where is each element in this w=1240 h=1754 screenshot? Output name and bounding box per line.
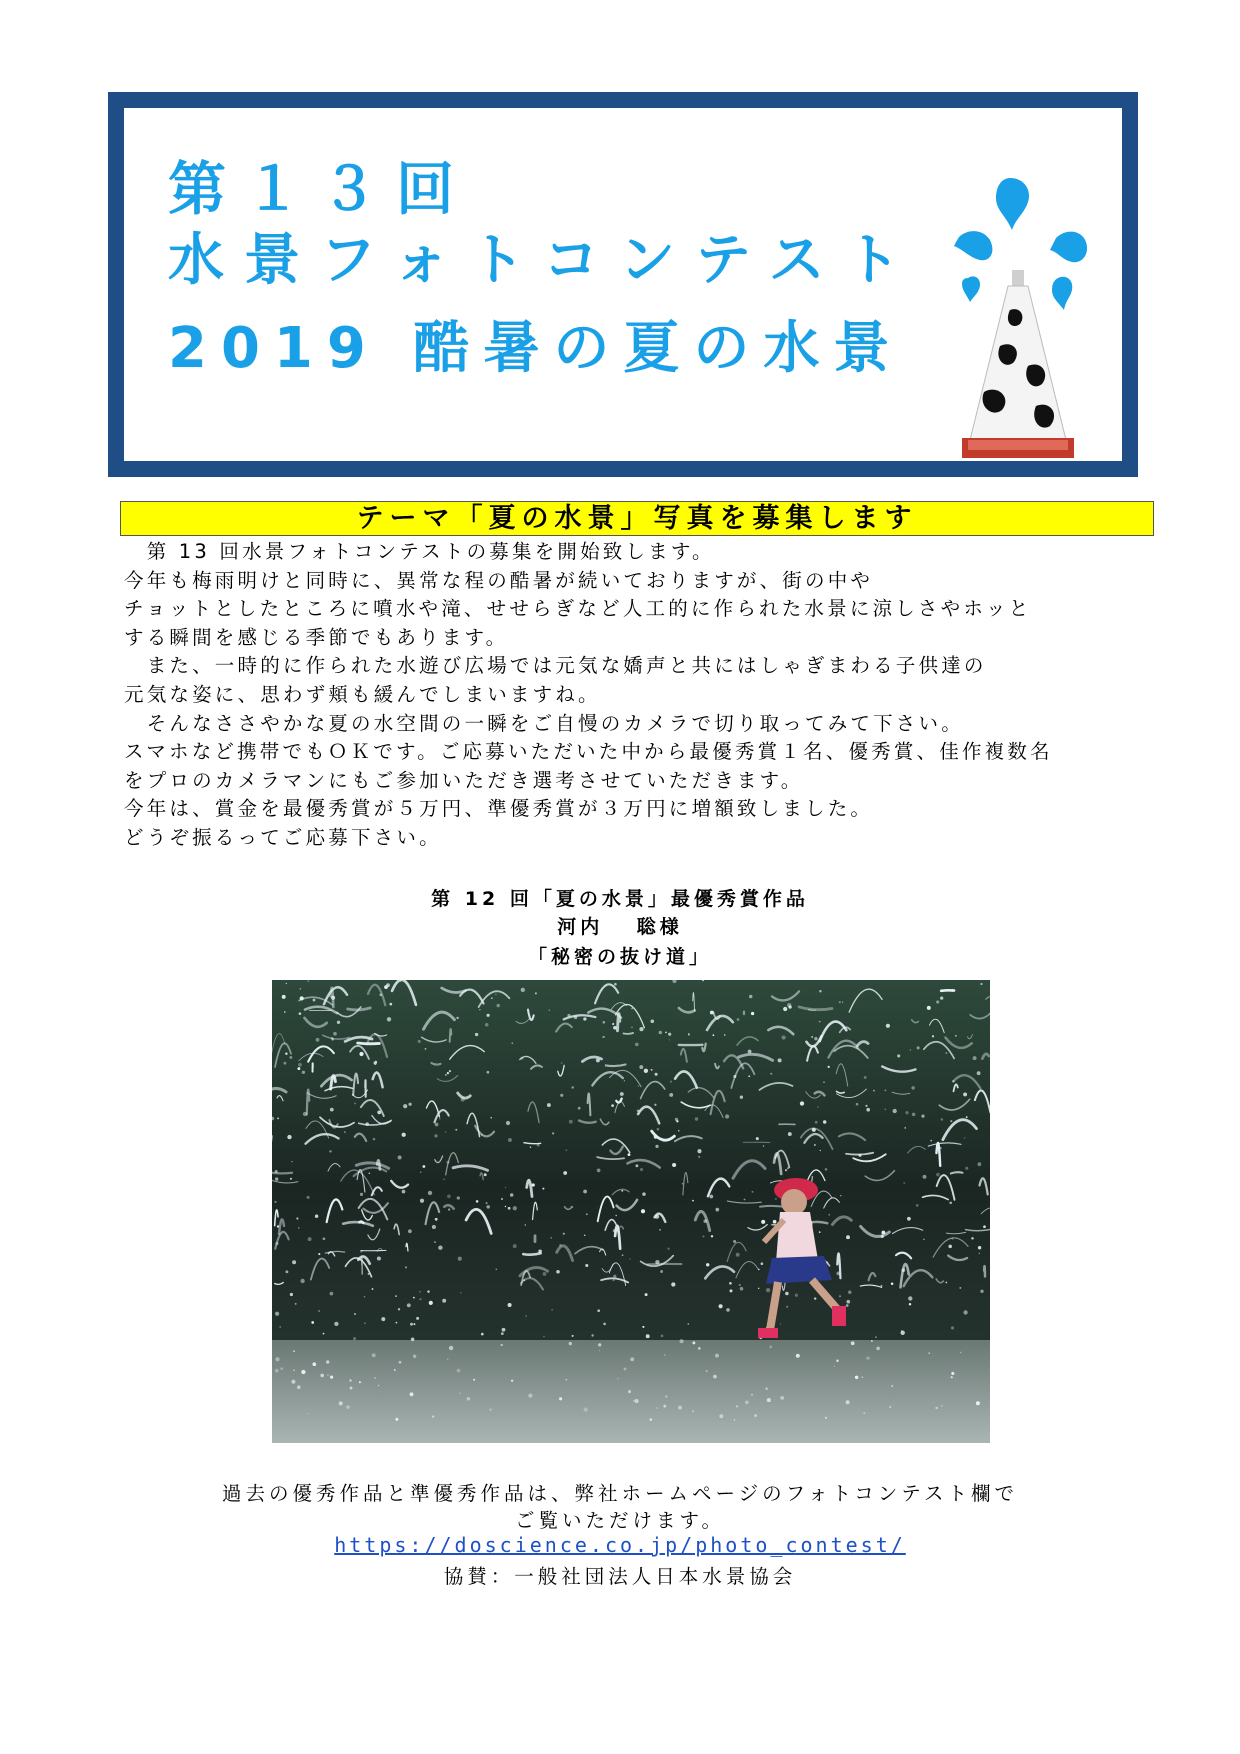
- body-line: スマホなど携帯でもＯＫです。ご応募いただいた中から最優秀賞１名、優秀賞、佳作複数名: [124, 740, 1053, 764]
- sponsor: 協賛：一般社団法人日本水景協会: [443, 1565, 797, 1588]
- winning-photo: [272, 980, 990, 1443]
- body-line: そんなささやかな夏の水空間の一瞬をご自慢のカメラで切り取ってみて下さい。: [124, 711, 964, 735]
- announcement-body: [124, 538, 1174, 853]
- body-line: また、一時的に作られた水遊び広場では元気な嬌声と共にはしゃぎまわる子供達の: [124, 654, 987, 678]
- water-drop-icon: [954, 231, 992, 260]
- award-title: 第 12 回「夏の水景」最優秀賞作品: [431, 888, 809, 910]
- water-drop-icon: [996, 178, 1029, 230]
- title-contest-name: 水景フォトコンテスト: [168, 228, 921, 293]
- body-line: チョットとしたところに噴水や滝、せせらぎなど人工的に作られた水景に涼しさやホッと: [124, 597, 1032, 621]
- award-winner: 河内 聡様: [557, 916, 683, 938]
- body-line: 第 13 回水景フォトコンテストの募集を開始致します。: [124, 540, 715, 563]
- body-line: どうぞ振るってご応募下さい。: [124, 825, 442, 849]
- footer-note: 過去の優秀作品と準優秀作品は、弊社ホームページのフォトコンテスト欄で: [221, 1482, 1019, 1505]
- water-drop-icon: [1050, 232, 1087, 263]
- body-line: する瞬間を感じる季節でもあります。: [124, 625, 509, 649]
- body-line: 今年も梅雨明けと同時に、異常な程の酷暑が続いておりますが、街の中や: [124, 568, 874, 592]
- body-line: をプロのカメラマンにもご参加いただき選考させていただきます。: [124, 768, 804, 792]
- header-panel: [124, 108, 1122, 461]
- water-drop-icon: [962, 276, 980, 302]
- body-line: 元気な姿に、思わず頬も緩んでしまいますね。: [124, 682, 601, 706]
- theme-heading: テーマ「夏の水景」写真を募集します: [120, 501, 1154, 536]
- title-edition: 第１３回: [168, 155, 473, 223]
- water-drop-icon: [1052, 277, 1072, 310]
- fountain-cone-icon: [954, 170, 1094, 460]
- contest-link[interactable]: https://doscience.co.jp/photo_contest/: [334, 1533, 906, 1557]
- award-work-title: 「秘密の抜け道」: [527, 946, 712, 968]
- body-line: 今年は、賞金を最優秀賞が５万円、準優秀賞が３万円に増額致しました。: [124, 797, 874, 821]
- footer-note-cont: ご覧いただけます。: [515, 1509, 725, 1532]
- title-subtitle: 2019 酷暑の夏の水景: [168, 316, 904, 381]
- header-frame: [108, 92, 1138, 477]
